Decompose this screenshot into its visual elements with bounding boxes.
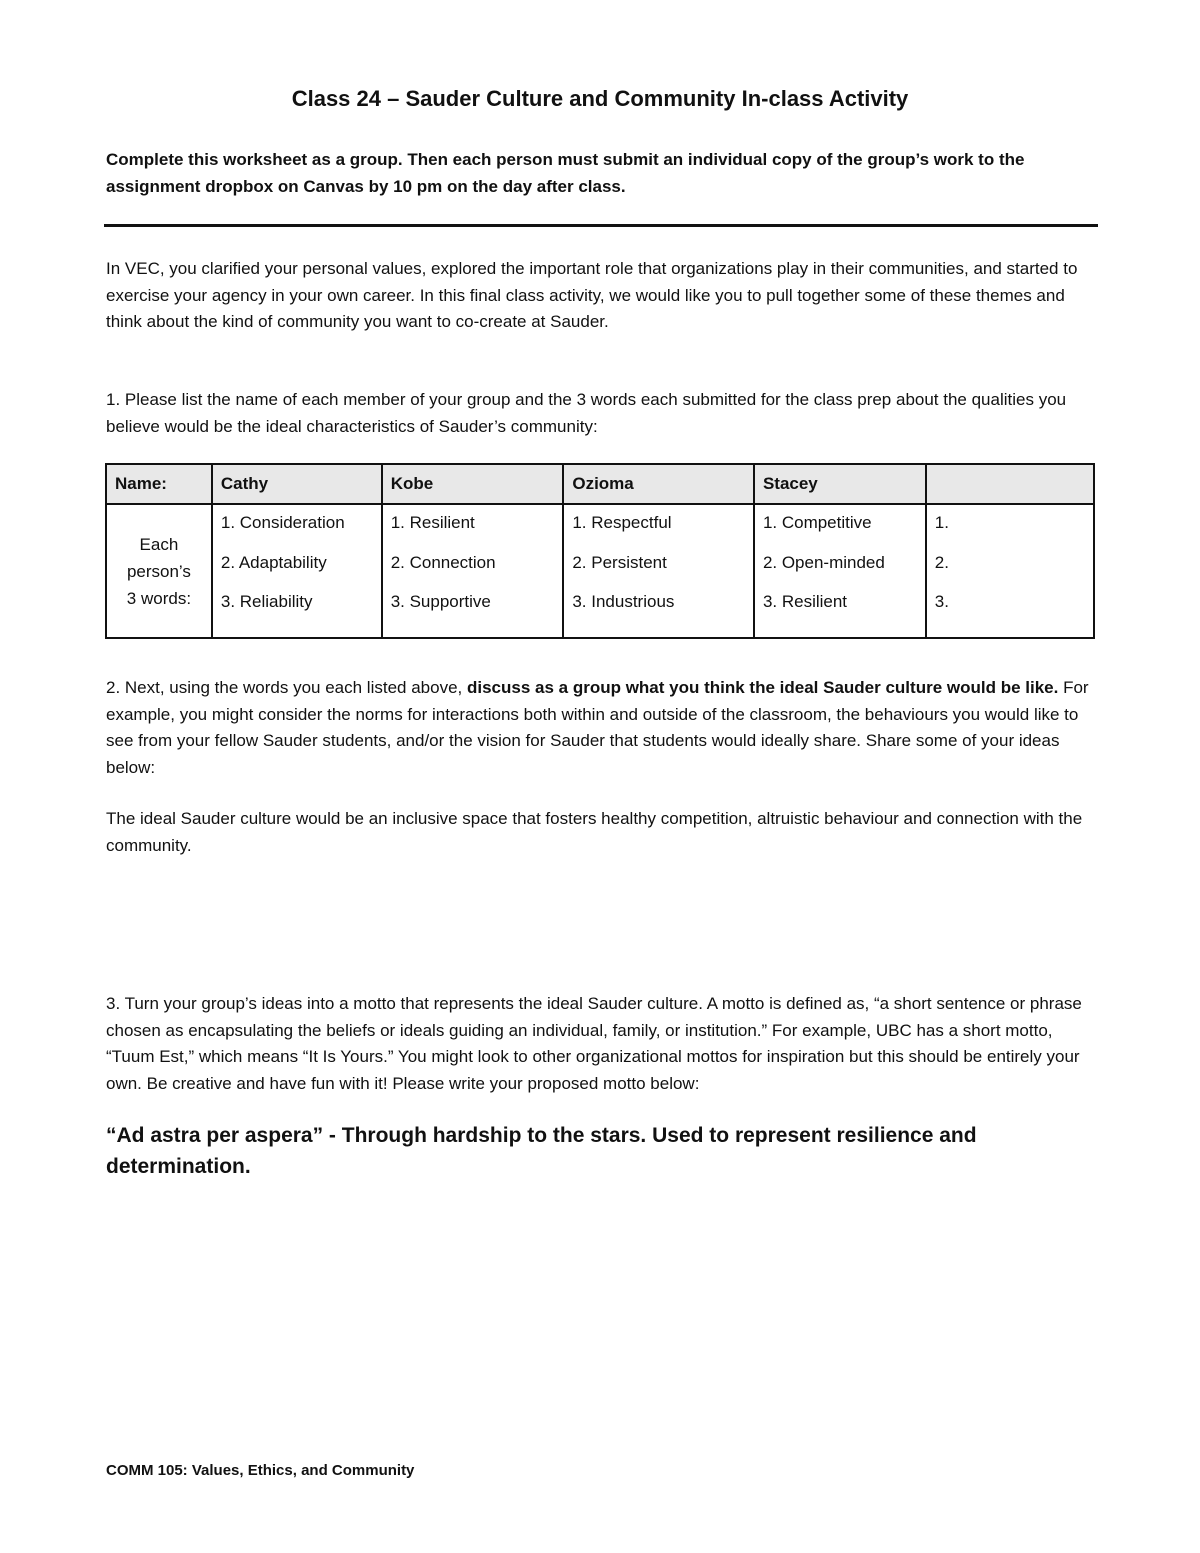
group-words-table bbox=[105, 463, 1095, 639]
table-header-row bbox=[106, 464, 1094, 504]
question-1-text: 1. Please list the name of each member of your group and the 3 words each submitted for the class prep about the qualities you believe would be the ideal characteristics of Sauder’s community: bbox=[106, 390, 1067, 436]
question-2-answer: The ideal Sauder culture would be an inclusive space that fosters healthy competition, altruistic behaviour and connection with the community. bbox=[106, 809, 1083, 855]
word-item: 2. Adaptability bbox=[220, 552, 327, 572]
row-label-line: 3 words: bbox=[126, 588, 192, 608]
member-name-cell: Stacey bbox=[754, 464, 926, 504]
word-item: 1. Consideration bbox=[220, 513, 345, 532]
member-words-cell bbox=[382, 504, 564, 638]
row-label-line: Each bbox=[139, 534, 179, 554]
word-item: 2. Connection bbox=[390, 552, 496, 572]
row-label-cell bbox=[106, 504, 212, 638]
question-3-text: 3. Turn your group’s ideas into a motto that represents the ideal Sauder culture. A motto is defined as, “a short sentence or phrase chosen as encapsulating the beliefs or ideals guiding an individual, family, or institution.” For example, UBC has a short motto, “Tuum Est,” which means “It Is Yours.” You might look to other organizational mottos for inspiration but this should be entirely your own. Be creative and have fun with it! Please write your proposed motto below: bbox=[106, 994, 1082, 1093]
word-item: 3. Resilient bbox=[762, 592, 848, 611]
word-item: 1. Resilient bbox=[390, 513, 475, 532]
page-title: Class 24 – Sauder Culture and Community In-class Activity bbox=[291, 86, 909, 111]
word-item: 2. Persistent bbox=[572, 552, 667, 572]
table-words-row bbox=[106, 504, 1094, 638]
word-item: 3. Industrious bbox=[572, 592, 675, 611]
member-name-cell: Kobe bbox=[382, 464, 564, 504]
member-name-cell: Cathy bbox=[212, 464, 382, 504]
intro-paragraph: In VEC, you clarified your personal values, explored the important role that organizations play in their communities, and started to exercise your agency in your own career. In this final class activity, we would like you to pull together some of these themes and think about the kind of community you want to co-create at Sauder. bbox=[106, 259, 1078, 331]
word-item: 2. bbox=[934, 552, 949, 572]
question-2-rest: For example, you might consider the norms for interactions both within and outside of the classroom, the behaviours you would like to see from your fellow Sauder students, and/or the vision for Sauder that students would ideally share. Share some of your ideas below: bbox=[106, 678, 1089, 777]
word-item: 1. bbox=[934, 513, 949, 532]
member-words-cell bbox=[563, 504, 754, 638]
word-item: 3. Supportive bbox=[390, 592, 491, 611]
word-item: 1. Respectful bbox=[572, 513, 672, 532]
word-item: 3. Reliability bbox=[220, 592, 313, 611]
member-name-cell: Ozioma bbox=[563, 464, 754, 504]
member-words-cell bbox=[754, 504, 926, 638]
member-name-cell bbox=[926, 464, 1094, 504]
name-header-cell: Name: bbox=[106, 464, 212, 504]
word-item: 2. Open-minded bbox=[762, 552, 885, 572]
question-2-lead: 2. Next, using the words you each listed above, bbox=[106, 678, 467, 697]
word-item: 1. Competitive bbox=[762, 513, 872, 532]
row-label-line: person’s bbox=[126, 561, 191, 581]
proposed-motto: “Ad astra per aspera” - Through hardship to the stars. Used to represent resilience and determination. bbox=[106, 1124, 977, 1178]
divider-rule bbox=[104, 224, 1098, 227]
member-words-cell bbox=[212, 504, 382, 638]
question-2-emphasis: discuss as a group what you think the ideal Sauder culture would be like. bbox=[466, 678, 1059, 697]
word-item: 3. bbox=[934, 592, 949, 611]
instructions-text: Complete this worksheet as a group. Then each person must submit an individual copy of the group’s work to the assignment dropbox on Canvas by 10 pm on the day after class. bbox=[106, 150, 1025, 196]
question-2-text bbox=[106, 675, 1096, 781]
member-words-cell bbox=[926, 504, 1094, 638]
page-footer: COMM 105: Values, Ethics, and Community bbox=[106, 1462, 415, 1479]
